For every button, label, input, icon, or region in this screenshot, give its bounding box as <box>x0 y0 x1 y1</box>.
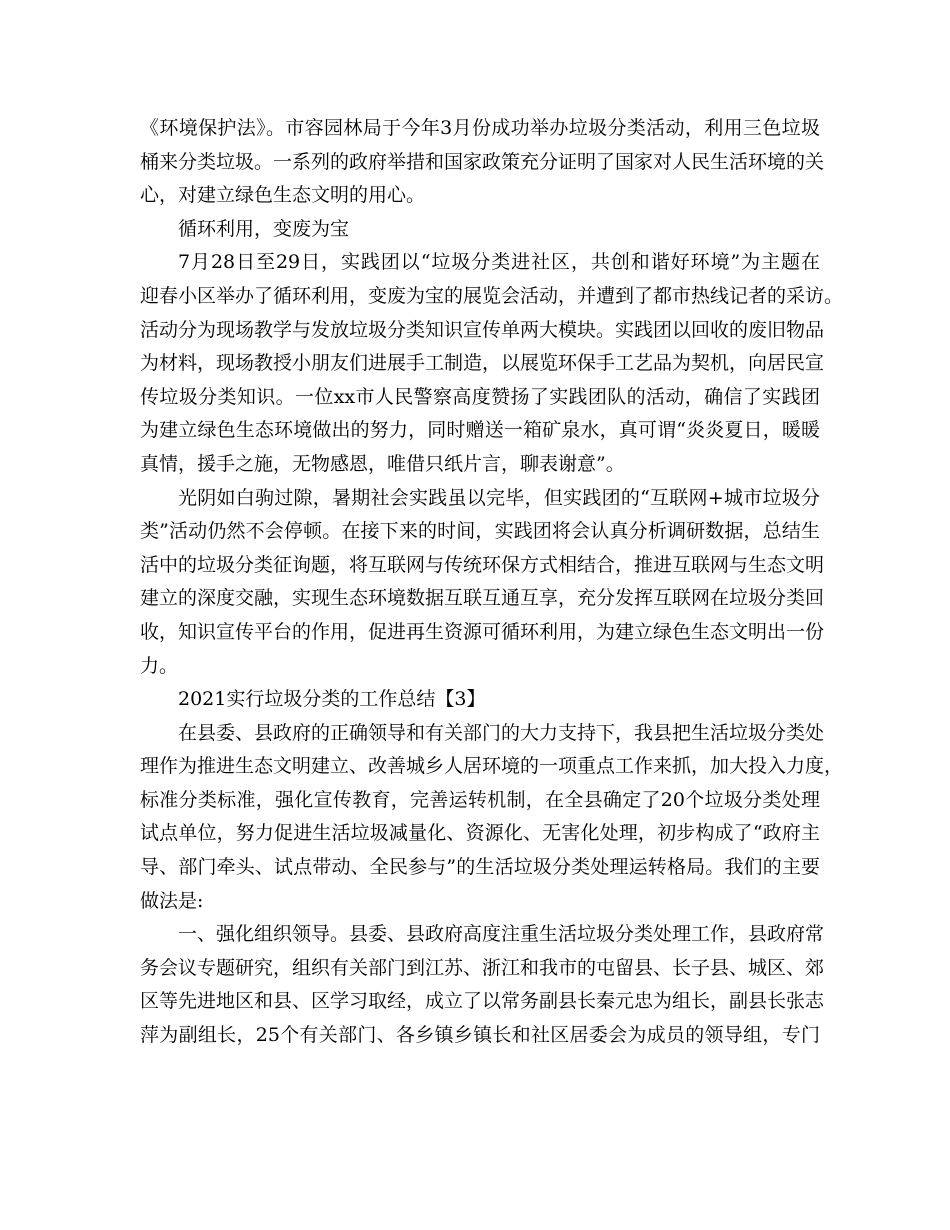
text-line: 试点单位，努力促进生活垃圾减量化、资源化、无害化处理，初步构成了“政府主 <box>140 822 820 845</box>
text-line: 做法是: <box>140 889 204 912</box>
text-line: 标准分类标准，强化宣传教育，完善运转机制，在全县确定了20个垃圾分类处理 <box>140 788 820 811</box>
text-line: 《环境保护法》。市容园林局于今年3月份成功举办垃圾分类活动，利用三色垃圾 <box>140 117 820 139</box>
text-line: 一、强化组织领导。县委、县政府高度注重生活垃圾分类处理工作，县政府常 <box>178 923 825 946</box>
text-line: 建立的深度交融，实现生态环境数据互联互通互享，充分发挥互联网在垃圾分类回 <box>140 587 825 610</box>
text-line: 活动分为现场教学与发放垃圾分类知识宣传单两大模块。实践团以回收的废旧物品 <box>140 318 825 341</box>
section-heading: 2021实行垃圾分类的工作总结【3】 <box>178 688 486 711</box>
text-line: 在县委、县政府的正确领导和有关部门的大力支持下，我县把生活垃圾分类处 <box>178 721 825 744</box>
text-line: 类”活动仍然不会停顿。在接下来的时间，实践团将会认真分析调研数据，总结生 <box>140 520 820 543</box>
text-line: 真情，援手之施，无物感恩，唯借只纸片言，聊表谢意”。 <box>140 452 625 475</box>
text-line: 桶来分类垃圾。一系列的政府举措和国家政策充分证明了国家对人民生活环境的关 <box>140 150 825 173</box>
text-line: 为建立绿色生态环境做出的努力，同时赠送一箱矿泉水，真可谓“炎炎夏日，暖暖 <box>140 419 820 442</box>
text-line: 活中的垃圾分类征询题，将互联网与传统环保方式相结合，推进互联网与生态文明 <box>140 553 825 576</box>
text-line: 萍为副组长，25个有关部门、各乡镇乡镇长和社区居委会为成员的领导组，专门 <box>140 1024 820 1047</box>
text-line: 迎春小区举办了循环利用，变废为宝的展览会活动，并遭到了都市热线记者的采访。 <box>140 284 844 307</box>
document-body <box>140 112 844 1053</box>
text-line: 7月28日至29日，实践团以“垃圾分类进社区，共创和谐好环境”为主题在 <box>178 251 820 274</box>
text-line: 心，对建立绿色生态文明的用心。 <box>140 184 426 207</box>
text-line: 区等先进地区和县、区学习取经，成立了以常务副县长秦元忠为组长，副县长张志 <box>140 990 825 1013</box>
text-line: 导、部门牵头、试点带动、全民参与”的生活垃圾分类处理运转格局。我们的主要 <box>140 856 820 879</box>
text-line: 务会议专题研究，组织有关部门到江苏、浙江和我市的屯留县、长子县、城区、郊 <box>140 956 825 979</box>
text-line: 传垃圾分类知识。一位xx市人民警察高度赞扬了实践团队的活动，确信了实践团 <box>140 385 820 408</box>
text-line: 理作为推进生态文明建立、改善城乡人居环境的一项重点工作来抓，加大投入力度， <box>140 755 844 778</box>
text-line: 力。 <box>140 654 179 677</box>
section-heading: 循环利用，变废为宝 <box>178 217 350 240</box>
text-line: 为材料，现场教授小朋友们进展手工制造，以展览环保手工艺品为契机，向居民宣 <box>140 352 825 375</box>
text-line: 收，知识宣传平台的作用，促进再生资源可循环利用，为建立绿色生态文明出一份 <box>140 620 825 643</box>
text-line: 光阴如白驹过隙，暑期社会实践虽以完毕，但实践团的“互联网+城市垃圾分 <box>178 486 820 509</box>
